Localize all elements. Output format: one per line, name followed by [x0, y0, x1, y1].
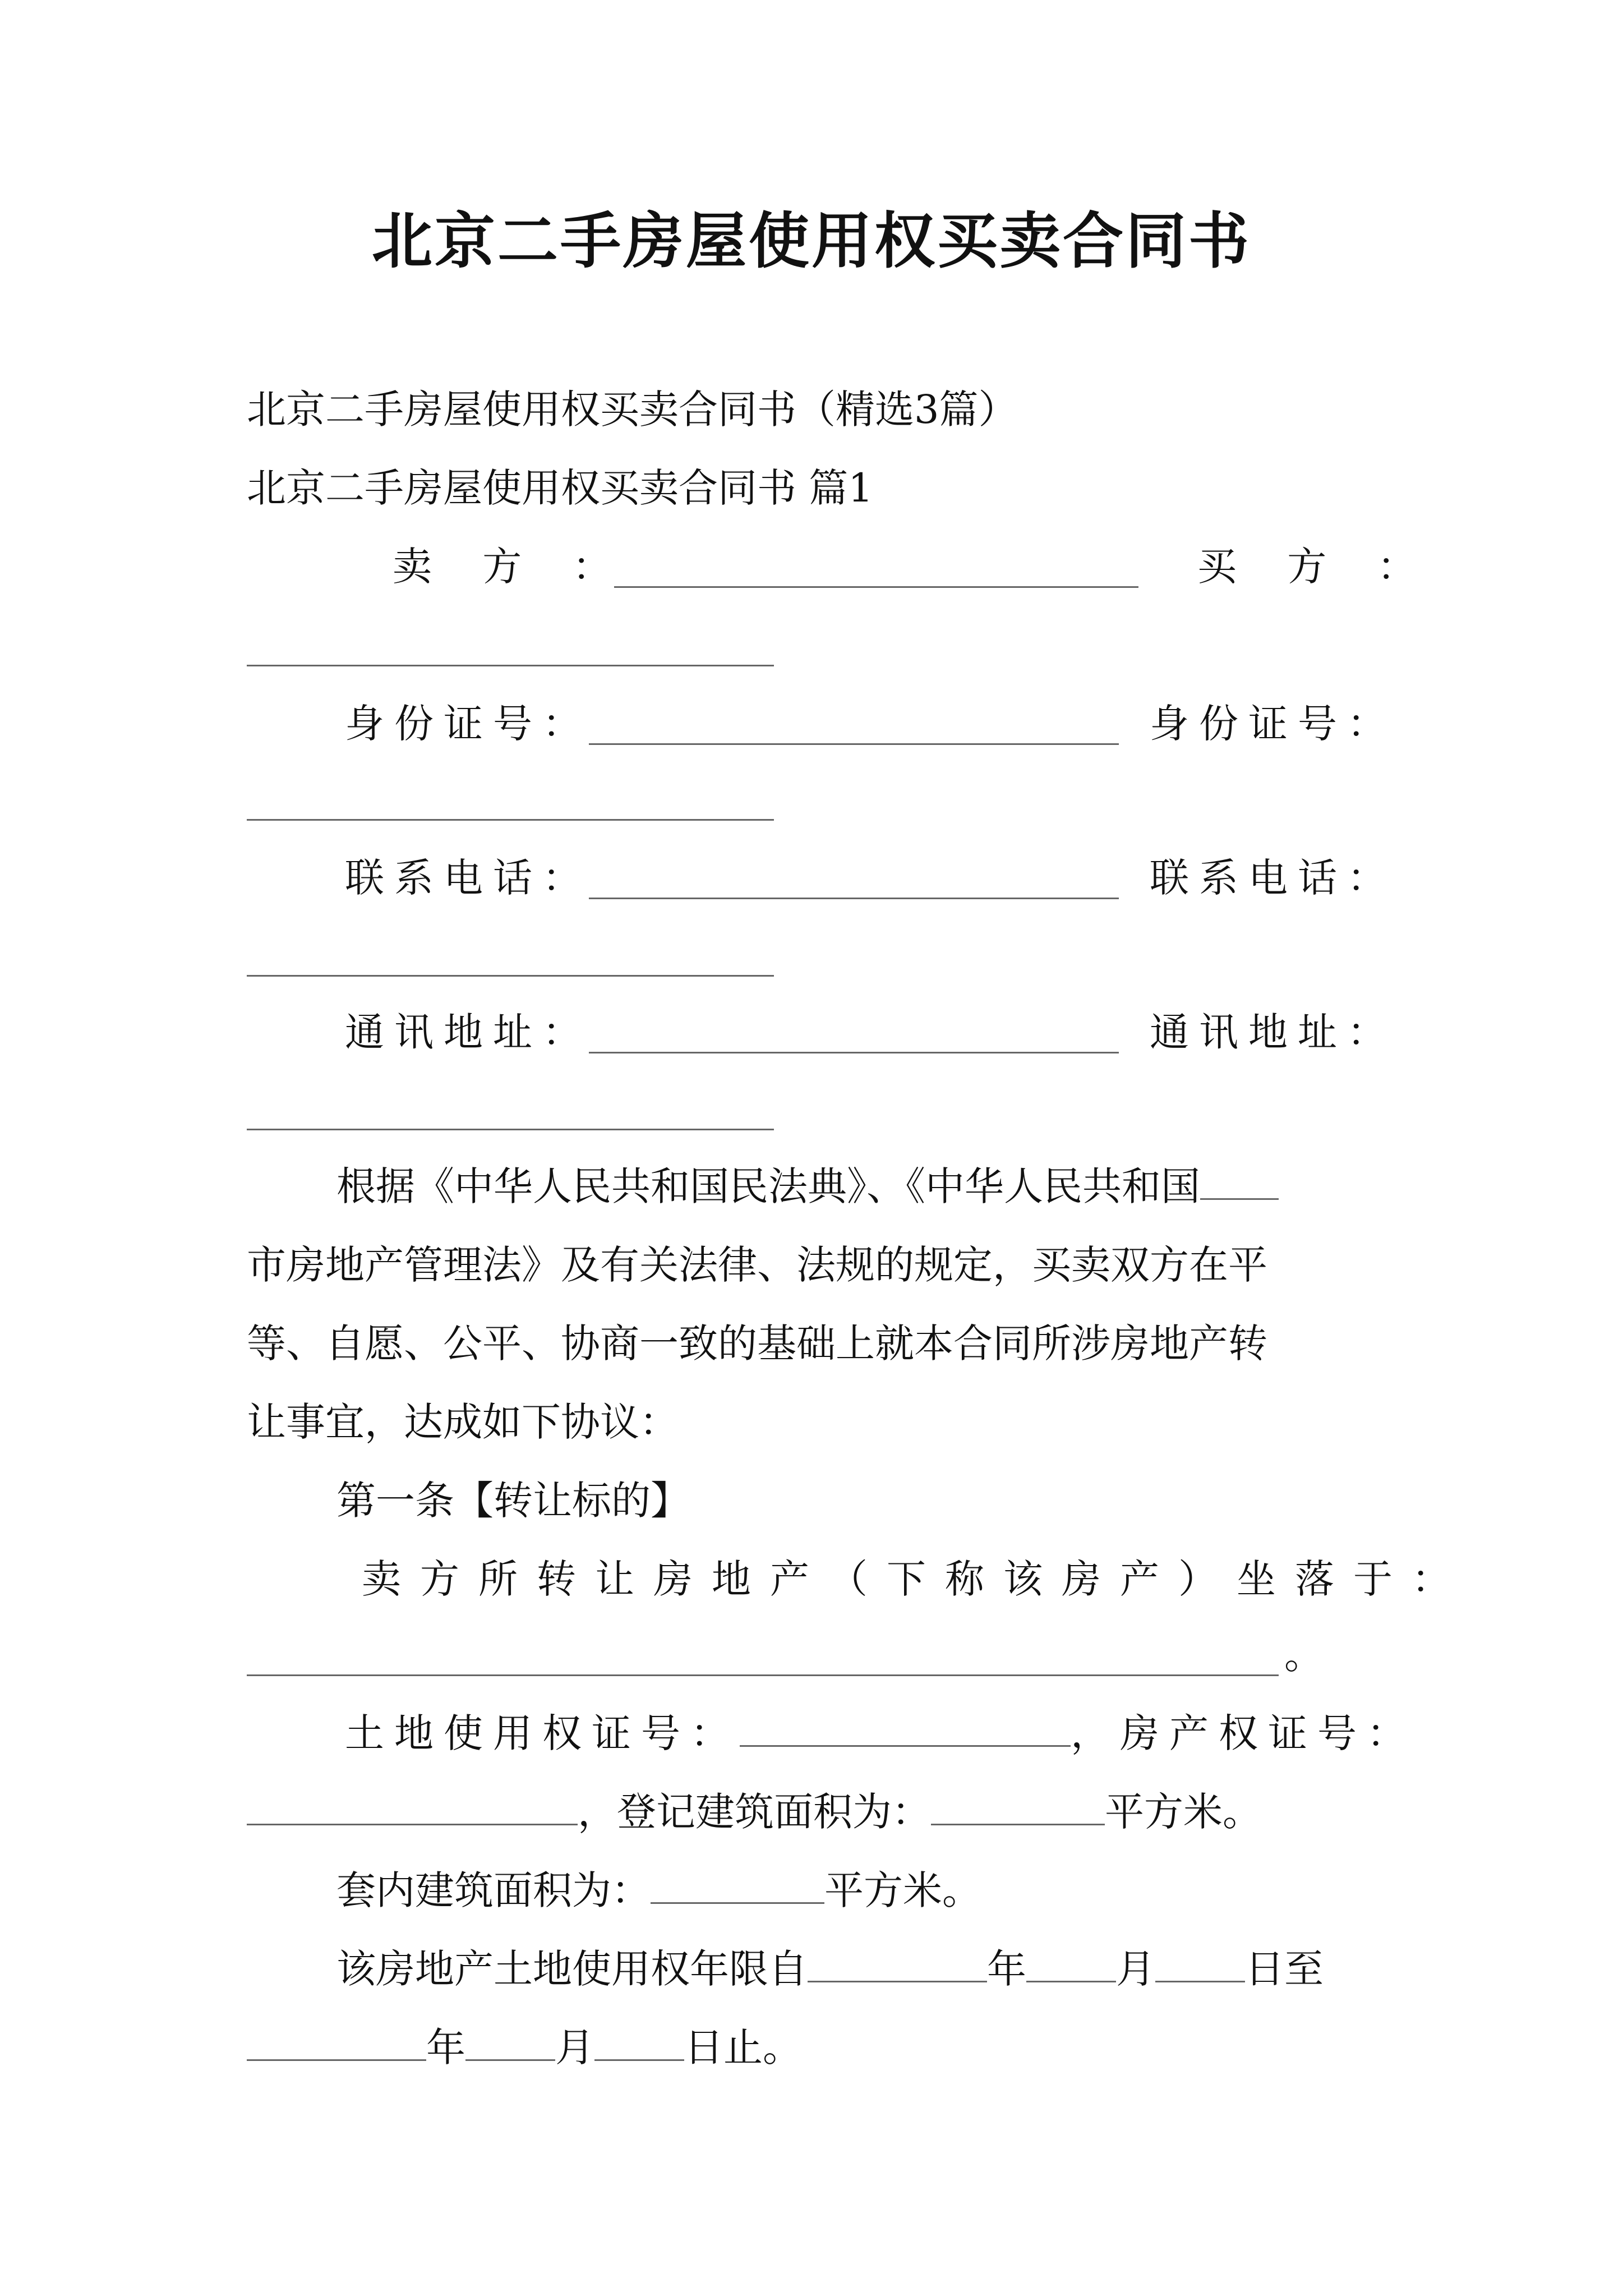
buyer-phone-blank — [247, 975, 774, 977]
buyer-blank — [247, 665, 774, 666]
seller-id-label: 身份证号： — [345, 701, 592, 747]
land-cert-line: 土地使用权证号： ，房产权证号： — [345, 1710, 1416, 1756]
land-term-line-2: 年 月 日止。 — [247, 2019, 802, 2076]
article-1-heading: 第一条【转让标的】 — [336, 1478, 690, 1524]
part-heading: 北京二手房屋使用权买卖合同书 篇1 — [247, 465, 873, 511]
inner-area-line: 套内建筑面积为： 平方米。 — [336, 1867, 981, 1913]
location-period: 。 — [1284, 1632, 1324, 1678]
document-title: 北京二手房屋使用权买卖合同书 — [371, 206, 1251, 277]
buyer-label: 买 方 ： — [1197, 544, 1436, 590]
buyer-address-blank — [247, 1129, 774, 1130]
location-label: 卖方所转让房地产（下称该房产）坐落于： — [362, 1556, 1470, 1602]
seller-address-label: 通讯地址： — [345, 1009, 592, 1055]
preamble-line-1: 根据《中华人民共和国民法典》、《中华人民共和国 — [336, 1158, 1279, 1214]
seller-address-blank — [589, 1052, 1119, 1053]
seller-phone-label: 联系电话： — [345, 855, 592, 901]
seller-blank — [614, 586, 1138, 588]
buyer-id-label: 身份证号： — [1150, 701, 1396, 747]
preamble-line-4: 让事宜，达成如下协议： — [247, 1399, 679, 1445]
buyer-id-blank — [247, 819, 774, 821]
seller-label: 卖 方 ： — [393, 544, 631, 590]
buyer-phone-label: 联系电话： — [1150, 855, 1396, 901]
preamble-line-2: 市房地产管理法》及有关法律、法规的规定，买卖双方在平 — [247, 1242, 1267, 1288]
location-blank — [247, 1674, 1279, 1676]
registered-area-line: ，登记建筑面积为： 平方米。 — [247, 1784, 1262, 1840]
seller-phone-blank — [589, 898, 1119, 899]
subtitle: 北京二手房屋使用权买卖合同书（精选3篇） — [247, 386, 1018, 432]
buyer-address-label: 通讯地址： — [1150, 1009, 1396, 1055]
land-term-line-1: 该房地产土地使用权年限自 年 月 日至 — [336, 1946, 1324, 1992]
seller-id-blank — [589, 743, 1119, 745]
preamble-line-3: 等、自愿、公平、协商一致的基础上就本合同所涉房地产转 — [247, 1320, 1267, 1366]
